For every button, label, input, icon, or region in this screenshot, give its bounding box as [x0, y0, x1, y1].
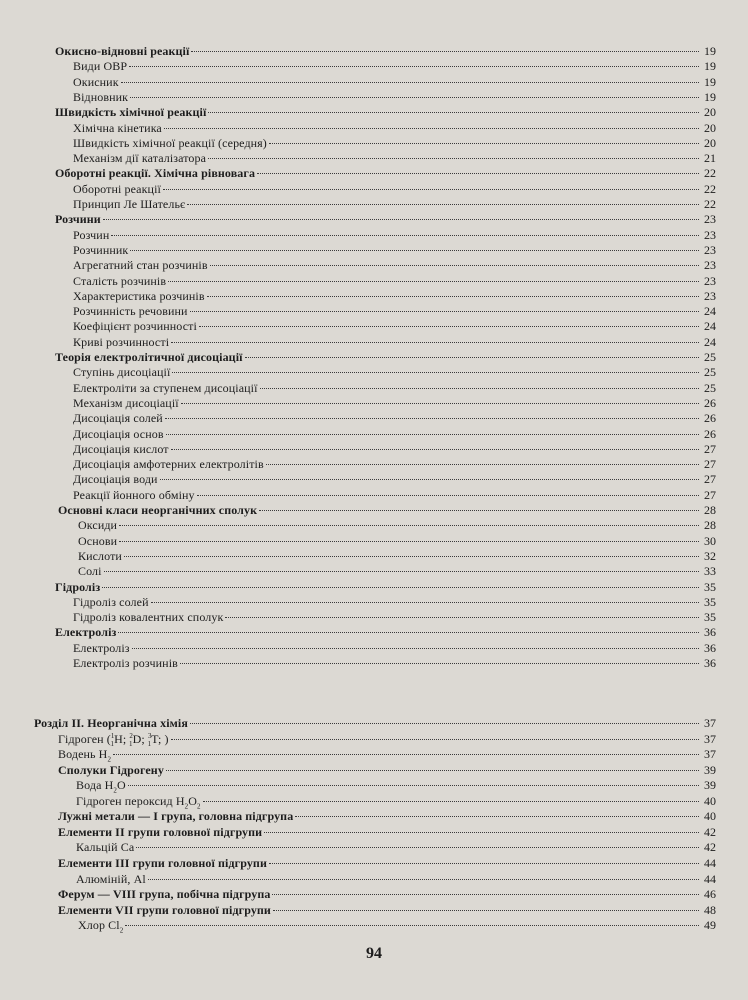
label-text: Гідроліз солей	[73, 594, 149, 609]
dot-leader	[118, 631, 699, 633]
label-text: Гідроліз	[55, 579, 101, 594]
dot-leader	[272, 893, 699, 895]
dot-leader	[171, 448, 699, 450]
toc-entry-label	[73, 656, 178, 671]
dot-leader	[181, 402, 699, 404]
toc-entry-row	[78, 564, 716, 579]
toc-page-number: 39	[704, 778, 716, 793]
toc-entry-row	[73, 411, 716, 426]
dot-leader	[121, 81, 699, 83]
toc-entry-row	[76, 794, 716, 809]
label-text: Гідроген (	[58, 731, 111, 746]
dot-leader	[119, 540, 699, 542]
label-text: Агрегатний стан розчинів	[73, 258, 208, 273]
dot-leader	[207, 295, 699, 297]
toc-entry-label	[55, 105, 206, 120]
toc-page-number: 20	[704, 120, 716, 135]
toc-entry-row	[73, 274, 716, 289]
toc-entry-row	[78, 549, 716, 564]
toc-entry-row	[78, 518, 716, 533]
toc-page-number: 26	[704, 426, 716, 441]
toc-entry-label	[73, 304, 188, 319]
toc-entry-row	[73, 656, 716, 671]
label-text: Механізм дії каталізатора	[73, 151, 207, 166]
toc-entry-label	[58, 732, 169, 747]
toc-entry-label	[58, 856, 267, 871]
label-text: Елементи VII групи головної підгрупи	[58, 902, 271, 917]
toc-entry-label	[73, 289, 205, 304]
toc-page-number: 23	[704, 273, 716, 288]
toc-entry-row	[58, 747, 716, 762]
toc-page-number: 36	[704, 625, 716, 640]
toc-entry-label	[73, 274, 166, 289]
toc-entry-row	[73, 59, 716, 74]
dot-leader	[148, 878, 699, 880]
toc-page-number: 27	[704, 472, 716, 487]
label-text: Солі	[78, 564, 102, 579]
label-text: Елементи II групи головної підгрупи	[58, 824, 263, 839]
toc-entry-label	[73, 457, 264, 472]
dot-leader	[125, 924, 699, 926]
toc-entry-row	[73, 641, 716, 656]
label-text: Сполуки Гідрогену	[58, 762, 164, 777]
toc-entry-row	[73, 90, 716, 105]
toc-page-number: 42	[704, 824, 716, 839]
dot-leader	[264, 831, 699, 833]
toc-page-number: 42	[704, 840, 716, 855]
toc-entry-row	[73, 442, 716, 457]
label-text: Електроліти за ступенем дисоціації	[73, 380, 258, 395]
toc-page-number: 22	[704, 181, 716, 196]
label-text: Характеристика розчинів	[73, 288, 205, 303]
toc-entry-row	[73, 258, 716, 273]
toc-entry-label	[78, 518, 117, 533]
toc-entry-label	[78, 564, 102, 579]
page-number: 94	[366, 945, 382, 962]
toc-heading-row	[55, 44, 716, 59]
toc-page-number: 24	[704, 334, 716, 349]
atomic-number: 1	[129, 739, 133, 748]
atomic-number: 1	[110, 739, 115, 748]
toc-entry-row	[73, 457, 716, 472]
label-text: Окисник	[73, 74, 119, 89]
dot-leader	[160, 478, 699, 480]
dot-leader	[190, 722, 699, 724]
toc-page-number: 19	[704, 74, 716, 89]
label-text: Водень H	[58, 747, 108, 762]
toc-page-number: 36	[704, 656, 716, 670]
dot-leader	[168, 280, 699, 282]
dot-leader	[266, 463, 699, 465]
toc-entry-row	[73, 136, 716, 151]
dot-leader	[132, 647, 699, 649]
toc-entry-label	[58, 763, 164, 778]
label-text: Дисоціація основ	[73, 426, 164, 441]
toc-entry-label	[73, 319, 197, 334]
toc-page-number: 46	[704, 887, 716, 902]
toc-page-number: 24	[704, 319, 716, 334]
isotope-symbol: H;	[114, 731, 130, 746]
dot-leader	[164, 127, 699, 129]
toc-entry-label	[73, 228, 109, 243]
toc-page-number: 20	[704, 135, 716, 150]
toc-entry-row	[76, 840, 716, 855]
dot-leader	[269, 862, 699, 864]
toc-page-number: 32	[704, 548, 716, 563]
label-text: Оксиди	[78, 518, 118, 533]
dot-leader	[245, 356, 699, 358]
toc-entry-row	[73, 396, 716, 411]
label-text: Хімічна кінетика	[73, 120, 162, 135]
toc-heading-row	[55, 105, 716, 120]
dot-leader	[295, 815, 699, 817]
toc-page-number: 44	[704, 855, 716, 870]
toc-page-number: 27	[704, 487, 716, 502]
toc-page-number: 37	[704, 731, 716, 746]
dot-leader	[190, 310, 699, 312]
toc-entry-label	[73, 610, 223, 625]
toc-entry-label	[58, 747, 111, 762]
mass-number: 3	[147, 731, 152, 740]
toc-entry-label	[73, 595, 149, 610]
toc-heading-row	[58, 887, 716, 902]
toc-entry-row	[73, 488, 716, 503]
dot-leader	[203, 800, 699, 802]
toc-page-number: 44	[704, 871, 716, 886]
toc-page-number: 22	[704, 197, 716, 211]
toc-entry-row	[78, 534, 716, 549]
toc-entry-label	[58, 903, 271, 918]
toc-page-number: 35	[704, 610, 716, 625]
toc-entry-label	[58, 825, 262, 840]
dot-leader	[130, 249, 699, 251]
subscript: 2	[119, 926, 124, 935]
toc-heading-row	[58, 825, 716, 840]
label-text: Дисоціація кислот	[73, 441, 169, 456]
toc-page-number: 27	[704, 441, 716, 456]
toc-page-number: 33	[704, 564, 716, 579]
dot-leader	[119, 524, 699, 526]
subscript: 2	[107, 755, 112, 764]
toc-entry-row	[73, 75, 716, 90]
atomic-number: 1	[147, 739, 152, 748]
toc-entry-row	[78, 918, 716, 933]
dot-leader	[260, 387, 699, 389]
toc-entry-label	[34, 716, 188, 731]
label-text: Гідроліз ковалентних сполук	[73, 610, 224, 625]
toc-page-number: 19	[704, 89, 716, 104]
dot-leader	[225, 616, 699, 618]
toc-entry-row	[73, 304, 716, 319]
toc-heading-row	[55, 350, 716, 365]
dot-leader	[166, 769, 699, 771]
label-text: Ферум — VIII група, побічна підгрупа	[58, 887, 271, 902]
toc-entry-label	[78, 534, 117, 549]
toc-page-number: 23	[704, 258, 716, 273]
label-text: Елементи III групи головної підгрупи	[58, 855, 267, 870]
label-text: Розчин	[73, 227, 110, 242]
toc-entry-label	[55, 350, 243, 365]
toc-page-number: 37	[704, 747, 716, 762]
label-text: Оборотні реакції	[73, 181, 161, 196]
label-text: Сталість розчинів	[73, 273, 167, 288]
toc-entry-row	[76, 872, 716, 887]
label-text: Електроліз	[55, 625, 117, 640]
label-text: Кальцій Ca	[76, 840, 135, 855]
toc-entry-label	[58, 809, 293, 824]
toc-page-number: 25	[704, 350, 716, 364]
toc-page-number: 19	[704, 59, 716, 74]
label-text: Реакції йонного обміну	[73, 487, 195, 502]
dot-leader	[124, 555, 699, 557]
label-text: Лужні метали — I група, головна підгрупа	[58, 809, 294, 824]
isotope-symbol: D;	[132, 731, 148, 746]
toc-entry-label	[55, 166, 255, 181]
dot-leader	[166, 433, 699, 435]
toc-page-number: 35	[704, 594, 716, 609]
label-text: Окисно-відновні реакції	[55, 44, 190, 58]
dot-leader	[257, 172, 699, 174]
toc-entry-label	[76, 840, 134, 855]
formula-tail: O	[188, 793, 197, 808]
toc-page-number: 19	[704, 44, 716, 58]
label-text: Алюміній, Al	[76, 871, 146, 886]
toc-page-number: 25	[704, 365, 716, 380]
toc-entry-row	[73, 319, 716, 334]
label-text: Оборотні реакції. Хімічна рівновага	[55, 166, 256, 181]
toc-entry-label	[73, 136, 267, 151]
subscript: 2	[113, 786, 117, 795]
dot-leader	[172, 371, 699, 373]
toc-page-number: 28	[704, 503, 716, 517]
toc-entry-row	[73, 610, 716, 625]
toc-page-number: 22	[704, 166, 716, 181]
dot-leader	[171, 341, 699, 343]
toc-page-number: 48	[704, 902, 716, 917]
toc-entry-label	[73, 411, 163, 426]
dot-leader	[103, 218, 699, 220]
subscript: 2	[184, 802, 189, 811]
dot-leader	[197, 494, 699, 496]
dot-leader	[171, 738, 699, 740]
label-text: Механізм дисоціації	[73, 395, 179, 410]
toc-page-number: 23	[704, 212, 716, 227]
dot-leader	[180, 662, 699, 664]
toc-entry-label	[73, 182, 161, 197]
dot-leader	[163, 188, 699, 190]
toc-entry-row	[73, 228, 716, 243]
dot-leader	[199, 325, 699, 327]
mass-number: 2	[129, 731, 134, 740]
label-text: Криві розчинності	[73, 334, 170, 349]
label-text: Електроліз розчинів	[73, 656, 178, 670]
toc-heading-row	[58, 809, 716, 824]
toc-entry-label	[58, 887, 270, 902]
toc-entry-label	[73, 396, 179, 411]
label-text: Швидкість хімічної реакції (середня)	[73, 135, 267, 150]
isotope-symbol: T; )	[151, 731, 169, 746]
toc-entry-row	[73, 381, 716, 396]
dot-leader	[102, 586, 699, 588]
toc-entry-label	[73, 427, 164, 442]
label-text: Розчинник	[73, 242, 129, 257]
dot-leader	[273, 909, 699, 911]
label-text: Електроліз	[73, 640, 130, 655]
toc-page-number: 23	[704, 227, 716, 242]
toc-entry-label	[78, 918, 123, 933]
toc-page-number: 40	[704, 793, 716, 808]
toc-entry-label	[73, 243, 128, 258]
toc-entry-label	[73, 258, 208, 273]
dot-leader	[208, 157, 699, 159]
toc-page-number: 30	[704, 533, 716, 548]
toc-entry-label	[76, 872, 146, 887]
toc-entry-label	[73, 197, 185, 212]
dot-leader	[130, 96, 699, 98]
toc-entry-label	[55, 212, 101, 227]
label-text: Дисоціація води	[73, 472, 158, 487]
dot-leader	[104, 570, 699, 572]
label-text: Теорія електролітичної дисоціації	[55, 350, 243, 364]
label-text: Розчини	[55, 212, 101, 227]
toc-entry-row	[58, 732, 716, 747]
label-text: Швидкість хімічної реакції	[55, 105, 207, 120]
toc-entry-label	[76, 778, 126, 793]
toc-page-number: 28	[704, 518, 716, 533]
toc-entry-row	[73, 151, 716, 166]
toc-entry-label	[73, 472, 158, 487]
label-text: Ступінь дисоціації	[73, 365, 171, 380]
toc-entry-row	[73, 365, 716, 380]
toc-heading-row	[55, 580, 716, 595]
dot-leader	[113, 753, 699, 755]
mass-number: 1	[110, 731, 115, 740]
toc-page-number: 20	[704, 105, 716, 120]
toc-entry-row	[73, 289, 716, 304]
dot-leader	[269, 142, 699, 144]
label-text: Дисоціація солей	[73, 411, 163, 426]
toc-page-number: 36	[704, 640, 716, 655]
toc-page-number: 26	[704, 411, 716, 426]
toc-heading-row	[58, 503, 716, 518]
toc-entry-label	[73, 335, 169, 350]
toc-entry-row	[73, 427, 716, 442]
label-text: Основи	[78, 533, 118, 548]
toc-entry-row	[73, 595, 716, 610]
dot-leader	[208, 111, 699, 113]
toc-entry-label	[76, 794, 201, 809]
dot-leader	[187, 203, 699, 205]
toc-page-number: 35	[704, 579, 716, 594]
toc-page-number: 27	[704, 457, 716, 472]
toc-heading-row	[34, 716, 716, 731]
toc-heading-row	[58, 763, 716, 778]
toc-entry-row	[73, 243, 716, 258]
dot-leader	[151, 601, 699, 603]
toc-heading-row	[55, 625, 716, 640]
dot-leader	[210, 264, 699, 266]
toc-heading-row	[58, 903, 716, 918]
toc-entry-label	[73, 488, 195, 503]
toc-entry-row	[73, 335, 716, 350]
formula-tail: O	[116, 778, 126, 793]
toc-entry-label	[55, 580, 100, 595]
dot-leader	[165, 417, 699, 419]
toc-entry-row	[73, 121, 716, 136]
toc-entry-label	[73, 59, 127, 74]
toc-page-number: 37	[704, 716, 716, 730]
toc-entry-label	[73, 90, 128, 105]
toc-entry-label	[73, 365, 170, 380]
toc-entry-label	[73, 381, 258, 396]
label-text: Гідроген пероксид H	[76, 793, 185, 808]
toc-entry-row	[73, 197, 716, 212]
toc-page-number: 39	[704, 762, 716, 777]
label-text: Відновник	[73, 89, 129, 104]
toc-entry-row	[73, 182, 716, 197]
label-text: Коефіцієнт розчинності	[73, 319, 197, 334]
toc-page-number: 40	[704, 809, 716, 824]
toc-heading-row	[55, 212, 716, 227]
label-text: Розчинність речовини	[73, 304, 188, 319]
dot-leader	[259, 509, 699, 511]
toc-page-number: 23	[704, 242, 716, 257]
toc-entry-row	[73, 472, 716, 487]
dot-leader	[136, 846, 699, 848]
label-text: Розділ II. Неорганічна хімія	[34, 716, 188, 730]
toc-page-number: 23	[704, 288, 716, 303]
toc-entry-label	[73, 641, 130, 656]
toc-page-number: 25	[704, 380, 716, 395]
subscript: 2	[196, 802, 201, 811]
toc-entry-label	[73, 151, 206, 166]
toc-heading-row	[55, 166, 716, 181]
toc-page-number: 21	[704, 151, 716, 166]
toc-page-number: 49	[704, 918, 716, 933]
toc-page-number: 26	[704, 395, 716, 410]
dot-leader	[129, 65, 699, 67]
toc-page-number: 24	[704, 304, 716, 319]
toc-entry-row	[76, 778, 716, 793]
label-text: Хлор Cl	[78, 918, 120, 933]
toc-heading-row	[58, 856, 716, 871]
label-text: Дисоціація амфотерних електролітів	[73, 457, 264, 472]
toc-entry-label	[73, 442, 169, 457]
toc-entry-label	[73, 75, 119, 90]
toc-entry-label	[55, 625, 116, 640]
label-text: Види ОВР	[73, 59, 128, 74]
label-text: Основні класи неорганічних сполук	[58, 503, 258, 517]
label-text: Кислоти	[78, 548, 122, 563]
toc-entry-label	[78, 549, 122, 564]
toc-entry-label	[73, 121, 162, 136]
toc-entry-label	[58, 503, 257, 518]
label-text: Вода H	[76, 778, 114, 793]
label-text: Принцип Ле Шательє	[73, 197, 186, 211]
toc-entry-label	[55, 44, 189, 59]
dot-leader	[128, 784, 699, 786]
dot-leader	[191, 50, 699, 52]
dot-leader	[111, 234, 699, 236]
